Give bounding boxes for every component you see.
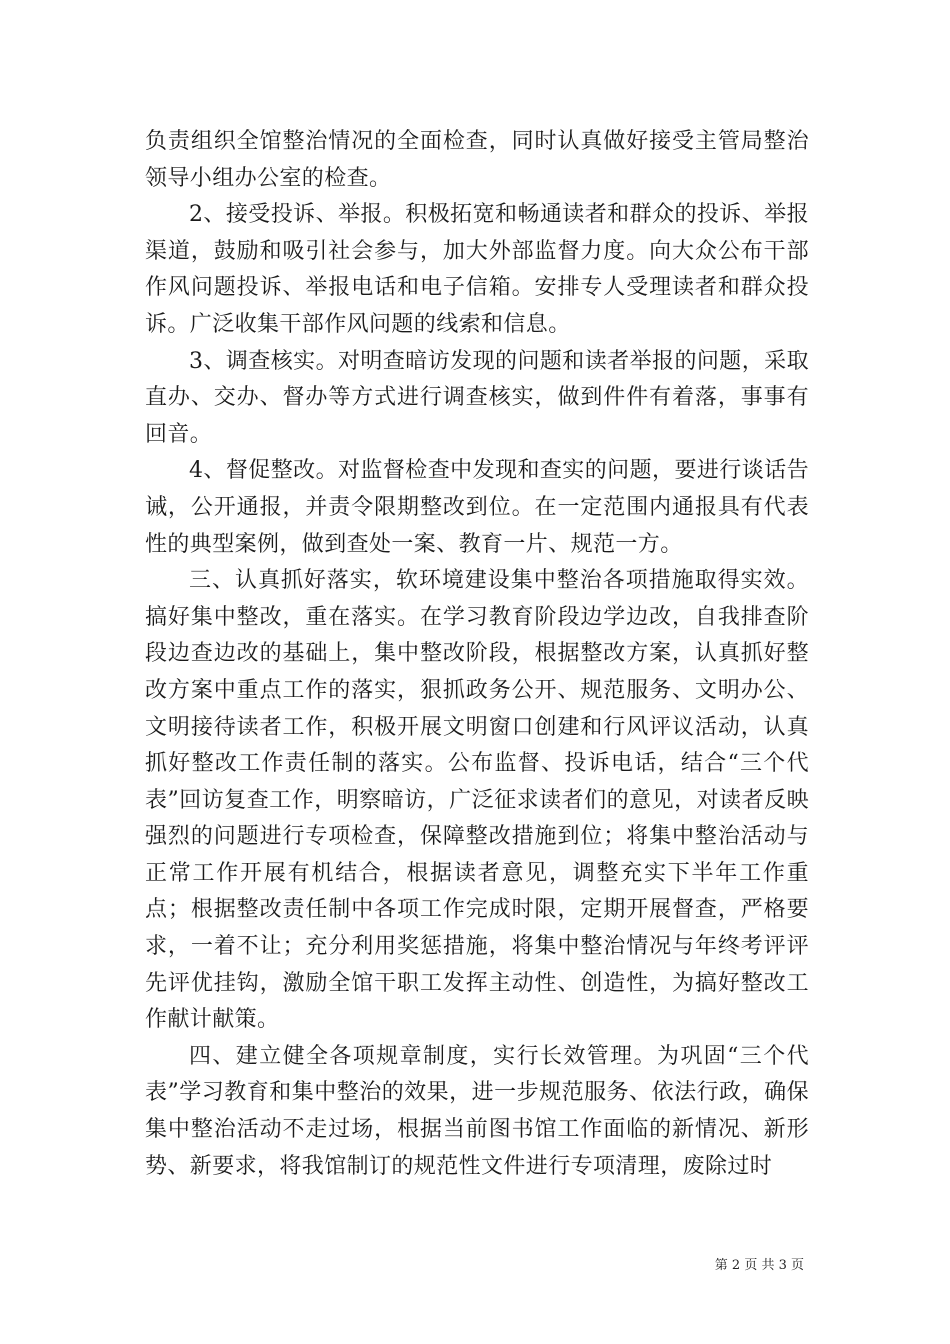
page-number-footer: 第 2 页 共 3 页 <box>714 1258 804 1273</box>
document-body <box>145 124 809 1185</box>
paragraph-item-2: 2、接受投诉、举报。积极拓宽和畅通读者和群众的投诉、举报渠道，鼓励和吸引社会参与，加大外部监督力度。向大众公布干部作风问题投诉、举报电话和电子信箱。安排专人受理读者和群众投诉。广泛收集干部作风问题的线索和信息。 <box>145 202 809 337</box>
paragraph-item-4: 4、督促整改。对监督检查中发现和查实的问题，要进行谈话告诫，公开通报，并责令限期整改到位。在一定范围内通报具有代表性的典型案例，做到查处一案、教育一片、规范一方。 <box>145 458 809 557</box>
paragraph-item-3: 3、调查核实。对明查暗访发现的问题和读者举报的问题，采取直办、交办、督办等方式进行调查核实，做到件件有着落，事事有回音。 <box>145 348 809 447</box>
paragraph-section-3: 三、认真抓好落实，软环境建设集中整治各项措施取得实效。搞好集中整改，重在落实。在学习教育阶段边学边改，自我排查阶段边查边改的基础上，集中整改阶段，根据整改方案，认真抓好整改方案中重点工作的落实，狠抓政务公开、规范服务、文明办公、文明接待读者工作，积极开展文明窗口创建和行风评议活动，认真抓好整改工作责任制的落实。公布监督、投诉电话，结合“三个代表”回访复查工作，明察暗访，广泛征求读者们的意见，对读者反映强烈的问题进行专项检查，保障整改措施到位；将集中整治活动与正常工作开展有机结合，根据读者意见，调整充实下半年工作重点；根据整改责任制中各项工作完成时限，定期开展督查，严格要求，一着不让；充分利用奖惩措施，将集中整治情况与年终考评评先评优挂钩，激励全馆干职工发挥主动性、创造性，为搞好整改工作献计献策。 <box>145 568 809 1033</box>
paragraph-continuation: 负责组织全馆整治情况的全面检查，同时认真做好接受主管局整治领导小组办公室的检查。 <box>145 129 809 191</box>
paragraph-section-4: 四、建立健全各项规章制度，实行长效管理。为巩固“三个代表”学习教育和集中整治的效果，进一步规范服务、依法行政，确保集中整治活动不走过场，根据当前图书馆工作面临的新情况、新形势、新要求，将我馆制订的规范性文件进行专项清理，废除过时 <box>145 1043 809 1179</box>
